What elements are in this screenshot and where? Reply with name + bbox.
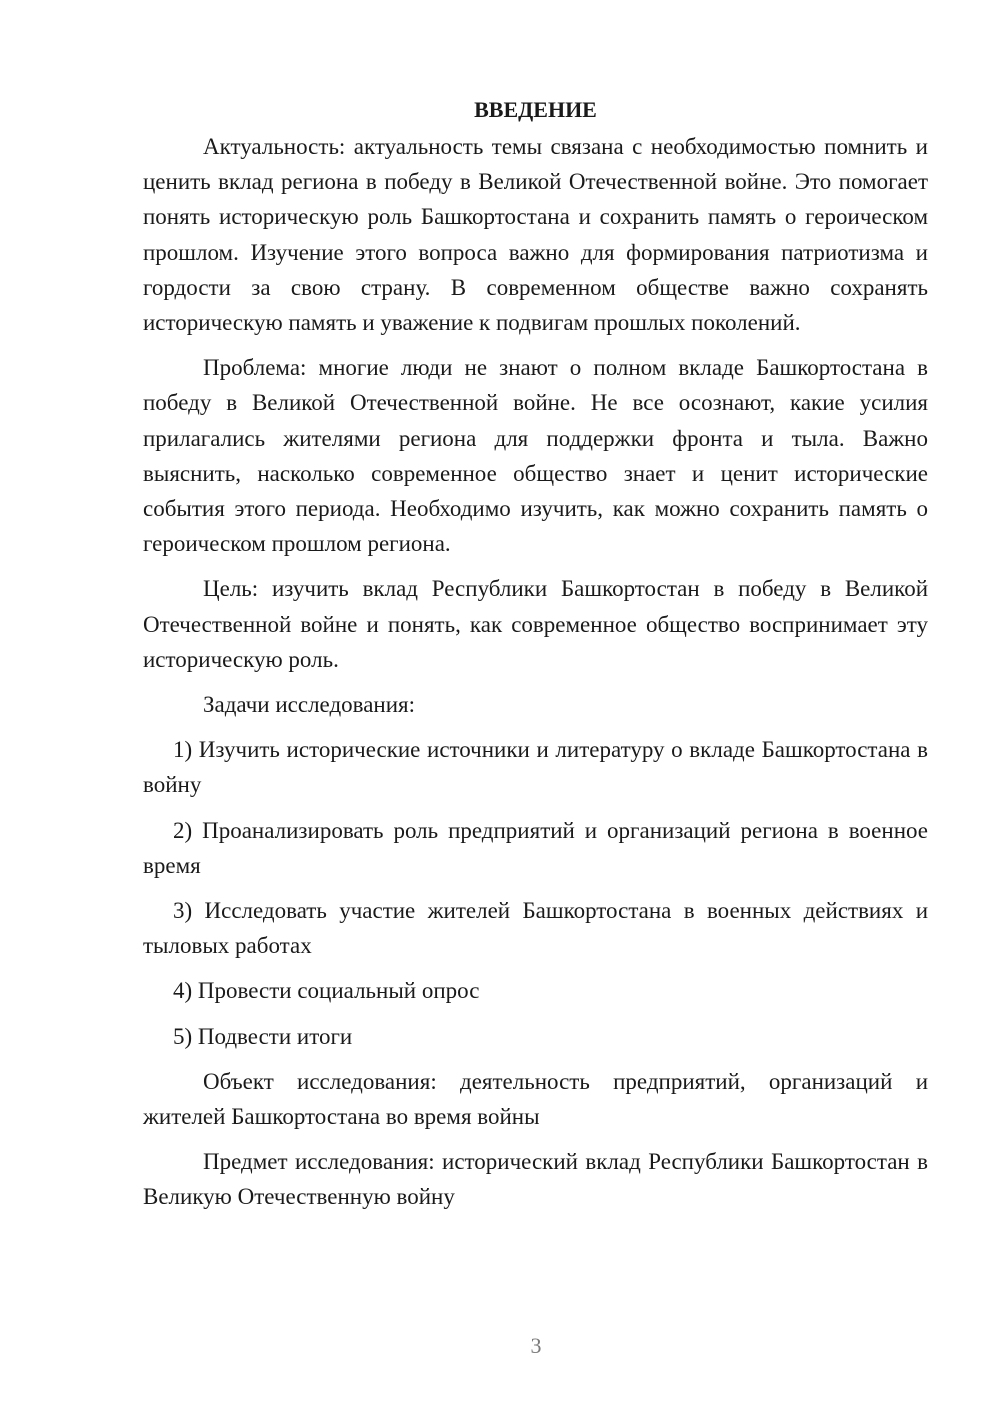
- page-content: [143, 92, 928, 1225]
- subject-paragraph: Предмет исследования: исторический вклад Республики Башкортостан в Великую Отечественную войну: [143, 1149, 928, 1210]
- section-heading: ВВЕДЕНИЕ: [474, 97, 597, 122]
- task-item-4: 4) Провести социальный опрос: [173, 978, 480, 1004]
- relevance-paragraph: Актуальность: актуальность темы связана с необходимостью помнить и ценить вклад региона в победу в Великой Отечественной войне. Это помогает понять историческую роль Башкортостана и сохранить память о героическом прошлом. Изучение этого вопроса важно для формирования патриотизма и гордости за свою страну. В современном обществе важно сохранять историческую память и уважение к подвигам прошлых поколений.: [143, 134, 928, 336]
- task-item-2: 2) Проанализировать роль предприятий и организаций региона в военное время: [143, 817, 928, 878]
- tasks-label: Задачи исследования:: [203, 692, 416, 718]
- task-item-3: 3) Исследовать участие жителей Башкортостана в военных действиях и тыловых работах: [143, 898, 928, 959]
- task-item-1: 1) Изучить исторические источники и литературу о вкладе Башкортостана в войну: [143, 737, 928, 798]
- problem-paragraph: Проблема: многие люди не знают о полном вкладе Башкортостана в победу в Великой Отечественной войне. Не все осознают, какие усилия прилагались жителями региона для поддержки фронта и тыла. Важно выяснить, насколько современное общество знает и ценит исторические события этого периода. Необходимо изучить, как можно сохранить память о героическом прошлом региона.: [143, 355, 928, 557]
- page-number: 3: [530, 1333, 542, 1358]
- object-paragraph: Объект исследования: деятельность предприятий, организаций и жителей Башкортостана во время войны: [143, 1068, 928, 1130]
- goal-paragraph: Цель: изучить вклад Республики Башкортостан в победу в Великой Отечественной войне и понять, как современное общество воспринимает эту историческую роль.: [143, 576, 928, 672]
- task-item-5: 5) Подвести итоги: [173, 1023, 353, 1049]
